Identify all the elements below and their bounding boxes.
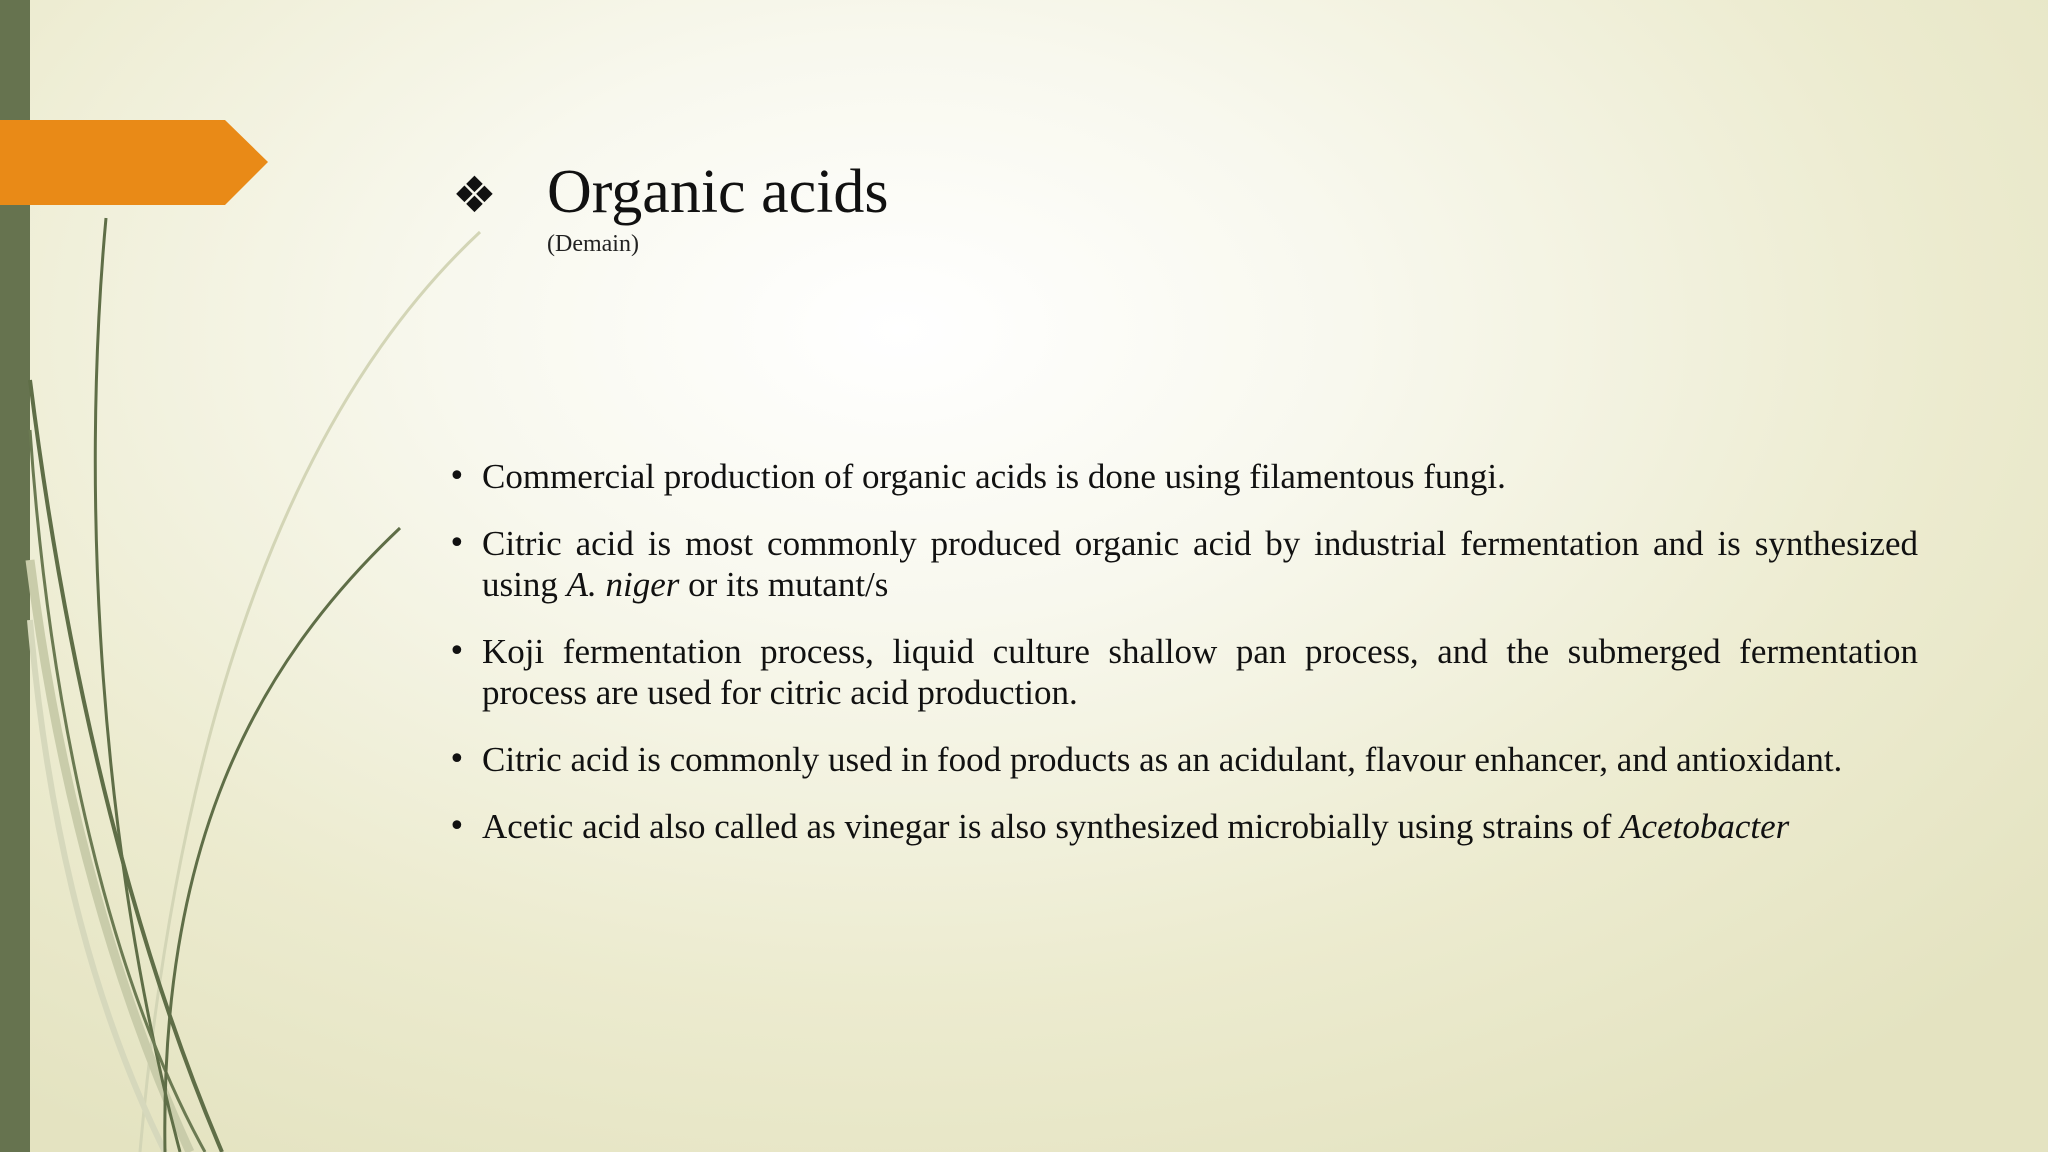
diamond-bullet-icon: ❖ [452, 166, 497, 224]
bullet-text: Acetic acid also called as vinegar is also synthesized microbially using strains of [482, 807, 1621, 846]
bullet-dot-icon: • [448, 526, 466, 561]
slide-title: Organic acids [547, 158, 889, 226]
slide-subtitle: (Demain) [547, 231, 639, 257]
bullet-italic-text: A. niger [566, 565, 680, 604]
bullet-item-5 [448, 806, 1918, 847]
bullet-dot-icon: • [448, 742, 466, 777]
curve-dark-4 [165, 528, 400, 1152]
orange-arrow-tab [0, 120, 268, 205]
bullet-dot-icon: • [448, 634, 466, 669]
bullet-text: Citric acid is most commonly produced organic acid by industrial fermentation and is synthesized using [482, 524, 1918, 604]
bullet-dot-icon: • [448, 809, 466, 844]
bullet-italic-text: Acetobacter [1620, 807, 1790, 846]
bullet-item-4 [448, 739, 1918, 780]
bullet-item-1 [448, 456, 1918, 497]
bullet-text: Citric acid is commonly used in food products as an acidulant, flavour enhancer, and antioxidant. [482, 740, 1843, 779]
bullet-dot-icon: • [448, 459, 466, 494]
bullet-text: Koji fermentation process, liquid culture shallow pan process, and the submerged fermentation process are used for citric acid production. [482, 632, 1918, 712]
bullet-item-3 [448, 631, 1918, 713]
bullet-item-2 [448, 523, 1918, 605]
title-row [452, 158, 888, 226]
curve-dark-2 [30, 380, 222, 1152]
curve-light-1 [140, 232, 480, 1152]
bullet-text-tail: or its mutant/s [679, 565, 889, 604]
bullet-list [448, 456, 1918, 873]
bullet-text: Commercial production of organic acids is done using filamentous fungi. [482, 457, 1506, 496]
